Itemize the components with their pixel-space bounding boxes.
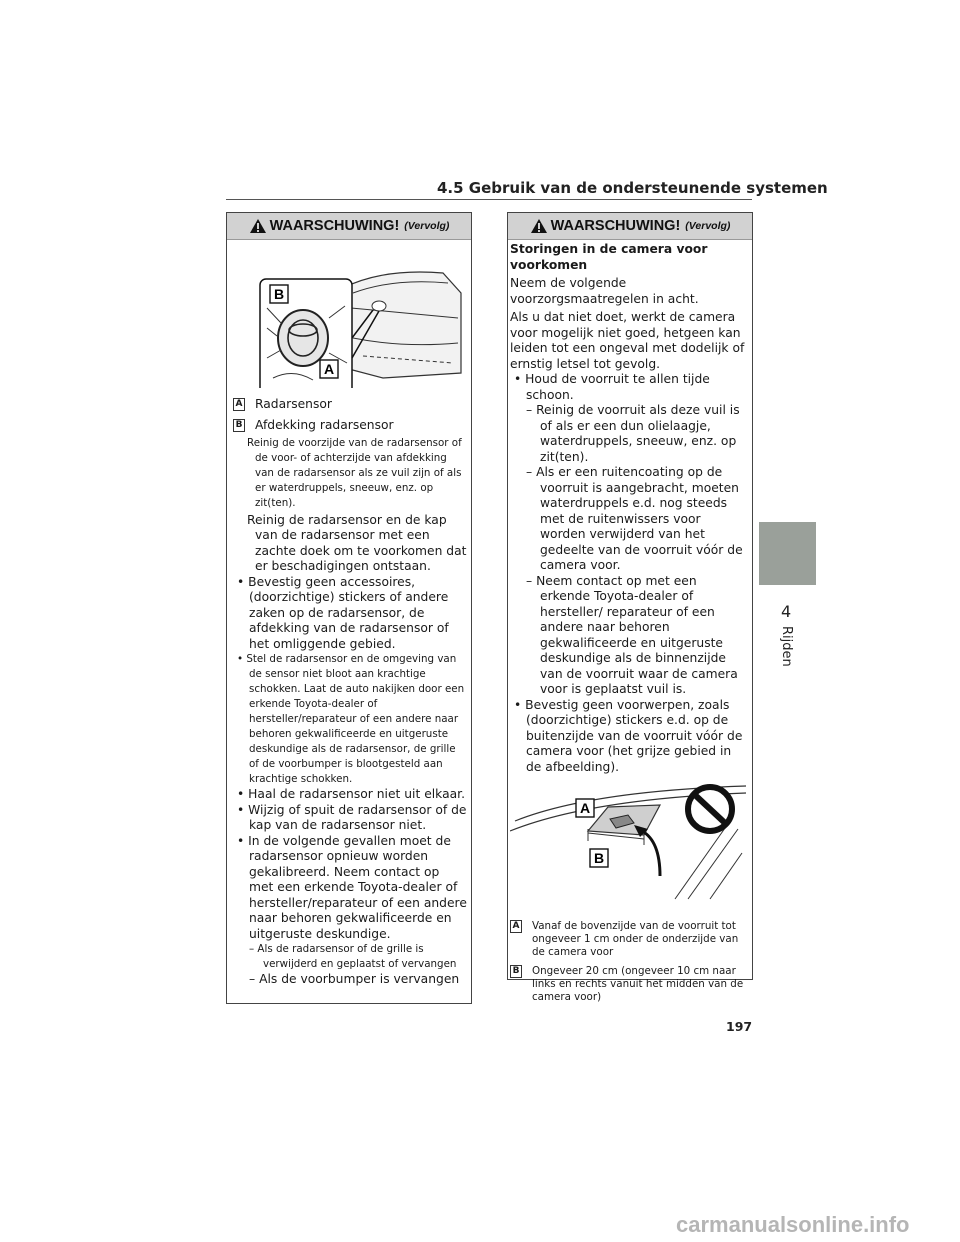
dash-grille: – Als de radarsensor of de grille is verwijderd en geplaatst of vervangen (249, 943, 457, 970)
warning-box-right (507, 212, 753, 1003)
warning-box-left (226, 212, 472, 1004)
figure-label-b: B (593, 850, 605, 866)
legend-row-b: B Ongeveer 20 cm (ongeveer 10 cm naar links en rechts vanuit het midden van de camera voor) (510, 965, 748, 1004)
chapter-label: Rijden (779, 626, 794, 667)
para-precautions: Neem de volgende voorzorgsmaatregelen in acht. (510, 276, 699, 306)
figure-legend (510, 920, 748, 1004)
section-header: 4.5 Gebruik van de ondersteunende systemen (437, 179, 828, 197)
legend-row-b: B Afdekking radarsensor (233, 418, 467, 434)
warning-triangle-icon (530, 218, 548, 234)
warning-subtitle: (Vervolg) (685, 220, 731, 232)
section-title: Storingen in de camera voor voorkomen (510, 242, 708, 272)
bullet-accessories: • Bevestig geen accessoires, (doorzichtige) stickers of andere zaken op de radarsensor, de afdekking van de radarsensor of het omliggende gebied. (237, 574, 449, 651)
chapter-number: 4 (781, 602, 792, 621)
watermark: carmanualsonline.info (676, 1212, 910, 1237)
dash-bumper: – Als de voorbumper is vervangen (249, 972, 460, 986)
bullet-disassemble: • Haal de radarsensor niet uit elkaar. (237, 787, 465, 801)
dash-clean-dirty: – Reinig de voorruit als deze vuil is of als er een dun olielaagje, waterdruppels, sneeuw, enz. op zit(ten). (526, 403, 740, 464)
para-consequence: Als u dat niet doet, werkt de camera voor mogelijk niet goed, hetgeen kan leiden tot een ongeval met dodelijk of ernstig letsel tot gevolg. (510, 310, 745, 371)
note-clean-sensor: Reinig de voorzijde van de radarsensor of de voor- of achterzijde van afdekking van de radarsensor als ze vuil zijn of als er waterdruppels, sneeuw, enz. op zit(ten). (247, 436, 462, 509)
camera-figure (510, 781, 748, 916)
warning-bar (227, 213, 471, 240)
figure-label-a: A (579, 800, 591, 816)
radar-figure (233, 248, 467, 393)
bullet-calibrate: • In de volgende gevallen moet de radarsensor opnieuw worden gekalibreerd. Neem contact op met een erkende Toyota-dealer of hersteller/reparateur of een andere naar behoren gekwalificeerde en uitgeruste deskundige. (237, 833, 467, 941)
header-rule (226, 199, 752, 200)
legend-row-a: A Vanaf de bovenzijde van de voorruit tot ongeveer 1 cm onder de onderzijde van de camera voor (510, 920, 748, 959)
warning-bar (508, 213, 752, 240)
para-clean-cloth: Reinig de radarsensor en de kap van de radarsensor met een zachte doek om te voorkomen dat er beschadigingen ontstaan. (247, 512, 467, 573)
bullet-modify: • Wijzig of spuit de radarsensor of de kap van de radarsensor niet. (237, 802, 467, 832)
figure-label-b: B (273, 286, 285, 302)
dash-contact-dealer: – Neem contact op met een erkende Toyota-dealer of hersteller/ reparateur of een andere naar behoren gekwalificeerde en uitgeruste deskundige als de binnenzijde van de voorruit waar de camera voor is geplaatst vuil is. (526, 573, 738, 696)
page-number: 197 (726, 1019, 753, 1034)
warning-subtitle: (Vervolg) (404, 220, 450, 232)
legend-row-a: A Radarsensor (233, 397, 467, 413)
bullet-clean-windshield: • Houd de voorruit te allen tijde schoon. (514, 372, 710, 402)
chapter-tab (759, 522, 816, 585)
dash-coating: – Als er een ruitencoating op de voorruit is aangebracht, moeten waterdruppels e.d. nog steeds met de ruitenwissers voor worden verwijderd van het gedeelte van de voorruit vóór de camera voor. (526, 465, 743, 572)
bullet-no-stickers: • Bevestig geen voorwerpen, zoals (doorzichtige) stickers e.d. op de buitenzijde van de voorruit vóór de camera voor (het grijze gebied in de afbeelding). (514, 697, 743, 774)
warning-title: WAARSCHUWING! (269, 218, 400, 234)
bullet-shocks: • Stel de radarsensor en de omgeving van de sensor niet bloot aan krachtige schokken. Laat de auto nakijken door een erkende Toyota-dealer of hersteller/reparateur of een andere naar behoren gekwalificeerde en uitgeruste deskundige als de radarsensor, de grille of de voorbumper is blootgesteld aan krachtige schokken. (237, 653, 465, 785)
warning-triangle-icon (249, 218, 267, 234)
warning-title: WAARSCHUWING! (550, 218, 681, 234)
figure-label-a: A (323, 361, 335, 377)
